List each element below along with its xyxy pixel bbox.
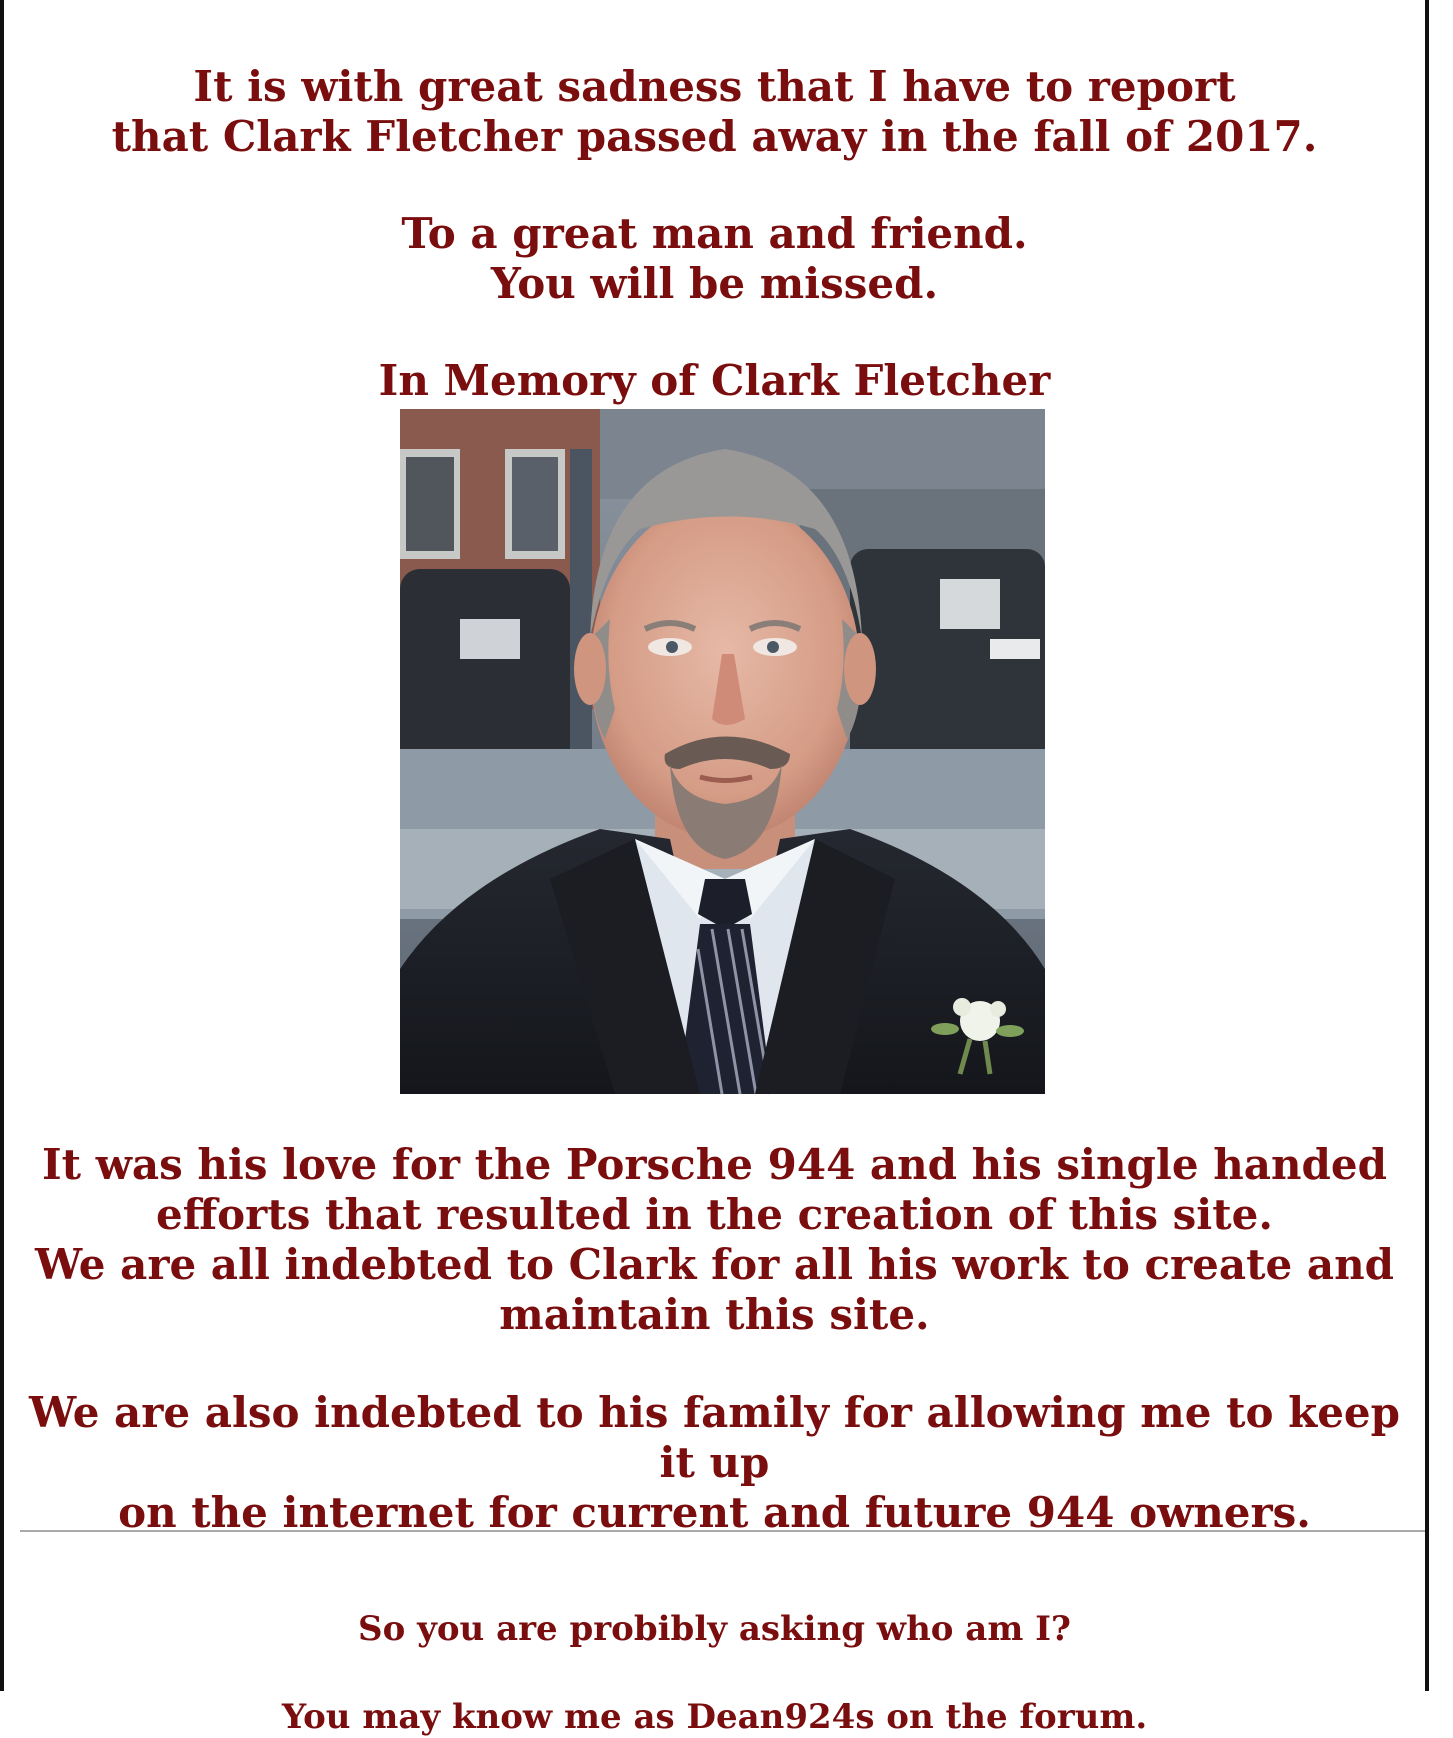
about-known-as: You may know me as Dean924s on the forum.	[281, 1697, 1148, 1737]
announcement-line: It is with great sadness that I have to report	[193, 62, 1236, 111]
memorial-photo	[400, 409, 1045, 1094]
legacy-text	[4, 1140, 1425, 1340]
announcement-text	[4, 62, 1425, 162]
legacy-line: maintain this site.	[499, 1290, 930, 1339]
family-line: We are also indebted to his family for allowing me to keep it up	[28, 1388, 1401, 1487]
legacy-line: efforts that resulted in the creation of this site.	[155, 1190, 1274, 1239]
announcement-line: that Clark Fletcher passed away in the fall of 2017.	[111, 112, 1318, 161]
about-question: So you are probibly asking who am I?	[358, 1609, 1071, 1649]
legacy-line: We are all indebted to Clark for all his work to create and	[35, 1240, 1394, 1289]
section-divider	[20, 1530, 1425, 1532]
family-text	[4, 1388, 1425, 1538]
farewell-line: To a great man and friend.	[401, 209, 1028, 258]
portrait-image	[400, 409, 1045, 1094]
legacy-line: It was his love for the Porsche 944 and his single handed	[42, 1140, 1387, 1189]
farewell-line: You will be missed.	[490, 259, 939, 308]
memorial-title: In Memory of Clark Fletcher	[378, 356, 1051, 405]
farewell-text	[4, 209, 1425, 309]
family-line: on the internet for current and future 944 owners.	[118, 1488, 1311, 1537]
